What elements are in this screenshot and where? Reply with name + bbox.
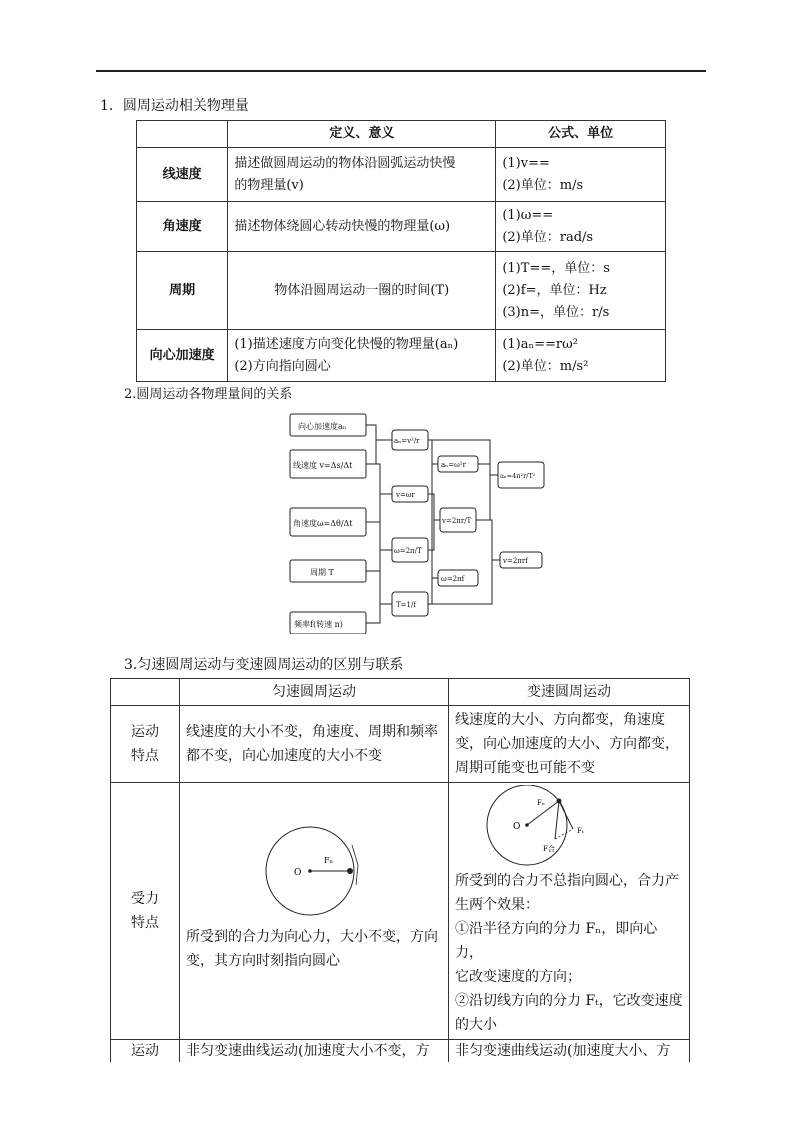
label-T-1f: T=1/f [396, 601, 416, 609]
row-formula: (1)T==，单位：s (2)f=，单位：Hz (3)n=，单位：r/s [496, 252, 666, 330]
variable-cell: 线速度的大小、方向都变，角速度 变，向心加速度的大小、方向都变， 周期可能变也可能不变 [449, 706, 690, 783]
uniform-force-diagram [186, 785, 426, 925]
header-empty [137, 121, 228, 148]
label-w-2piT: ω=2π/T [394, 547, 422, 555]
label-Ft: Fₜ [577, 827, 584, 835]
table-row [111, 1040, 690, 1063]
label-f: 频率f(转速 n) [294, 620, 343, 629]
label-O: O [294, 868, 302, 878]
row-formula: (1)v== (2)单位：m/s [496, 148, 666, 202]
header-variable: 变速圆周运动 [449, 679, 690, 706]
table-row [137, 202, 666, 252]
row-definition: 物体沿圆周运动一圈的时间(T) [228, 252, 496, 330]
label-Fn2: Fₙ [537, 799, 545, 807]
row-name: 角速度 [137, 202, 228, 252]
label-an-4pi2rT2: aₙ=4π²r/T² [500, 472, 536, 480]
label-F: F合 [543, 845, 555, 853]
top-rule [96, 70, 706, 72]
row-label: 运动 特点 [111, 706, 180, 783]
motion-comparison-table [110, 678, 690, 1062]
variable-cell: 非匀变速曲线运动(加速度大小、方 [449, 1040, 690, 1063]
row-formula: (1)ω== (2)单位：rad/s [496, 202, 666, 252]
label-v-2pirf: v=2πrf [503, 557, 528, 565]
label-v: 线速度 v=Δs/Δt [293, 461, 353, 470]
label-v-wr: v=ωr [396, 491, 415, 499]
label-an-v2r: aₙ=v²/r [394, 437, 420, 445]
label-Fn: Fₙ [324, 856, 334, 865]
row-name: 向心加速度 [137, 330, 228, 382]
table-row [111, 783, 690, 1040]
row-definition: (1)描述速度方向变化快慢的物理量(aₙ) (2)方向指向圆心 [228, 330, 496, 382]
label-w: 角速度ω=Δθ/Δt [293, 519, 353, 528]
row-name: 周期 [137, 252, 228, 330]
section1-heading: 1．圆周运动相关物理量 [100, 98, 249, 114]
header-empty [111, 679, 180, 706]
variable-cell: O Fₙ Fₜ F合 所受到的合力不总指向圆心，合力产 生两个效果： ①沿半径方向的分力 Fₙ，即向心力， 它改变速度的方向； ②沿切线方向的分力 Fₜ，它改变速度 的大小 [449, 783, 690, 1040]
section3-heading: 3.匀速圆周运动与变速圆周运动的区别与联系 [124, 657, 404, 673]
row-definition: 描述物体绕圆心转动快慢的物理量(ω) [228, 202, 496, 252]
label-an: 向心加速度aₙ [298, 422, 347, 431]
header-formula: 公式、单位 [496, 121, 666, 148]
section2-heading: 2.圆周运动各物理量间的关系 [124, 387, 293, 402]
table-row [111, 706, 690, 783]
row-name: 线速度 [137, 148, 228, 202]
uniform-cell: 线速度的大小不变，角速度、周期和频率 都不变，向心加速度的大小不变 [180, 706, 449, 783]
table-row [137, 330, 666, 382]
relationship-diagram [280, 408, 550, 634]
row-label: 受力 特点 [111, 783, 180, 1040]
uniform-cell: O Fₙ 所受到的合力为向心力，大小不变，方向 变，其方向时刻指向圆心 [180, 783, 449, 1040]
header-uniform: 匀速圆周运动 [180, 679, 449, 706]
table-row [137, 252, 666, 330]
row-label: 运动 [111, 1040, 180, 1063]
label-v-2pirT: v=2πr/T [442, 517, 472, 525]
label-w-2pif: ω=2πf [441, 575, 465, 583]
quantities-table [136, 120, 666, 382]
label-T: 周期 T [310, 568, 334, 577]
label-O2: O [513, 822, 521, 832]
header-definition: 定义、意义 [228, 121, 496, 148]
row-definition: 描述做圆周运动的物体沿圆弧运动快慢 的物理量(v) [228, 148, 496, 202]
table-row [137, 148, 666, 202]
uniform-cell: 非匀变速曲线运动(加速度大小不变，方 [180, 1040, 449, 1063]
variable-force-diagram [455, 785, 675, 869]
label-an-w2r: aₙ=ω²r [441, 461, 466, 469]
row-formula: (1)aₙ==rω² (2)单位：m/s² [496, 330, 666, 382]
